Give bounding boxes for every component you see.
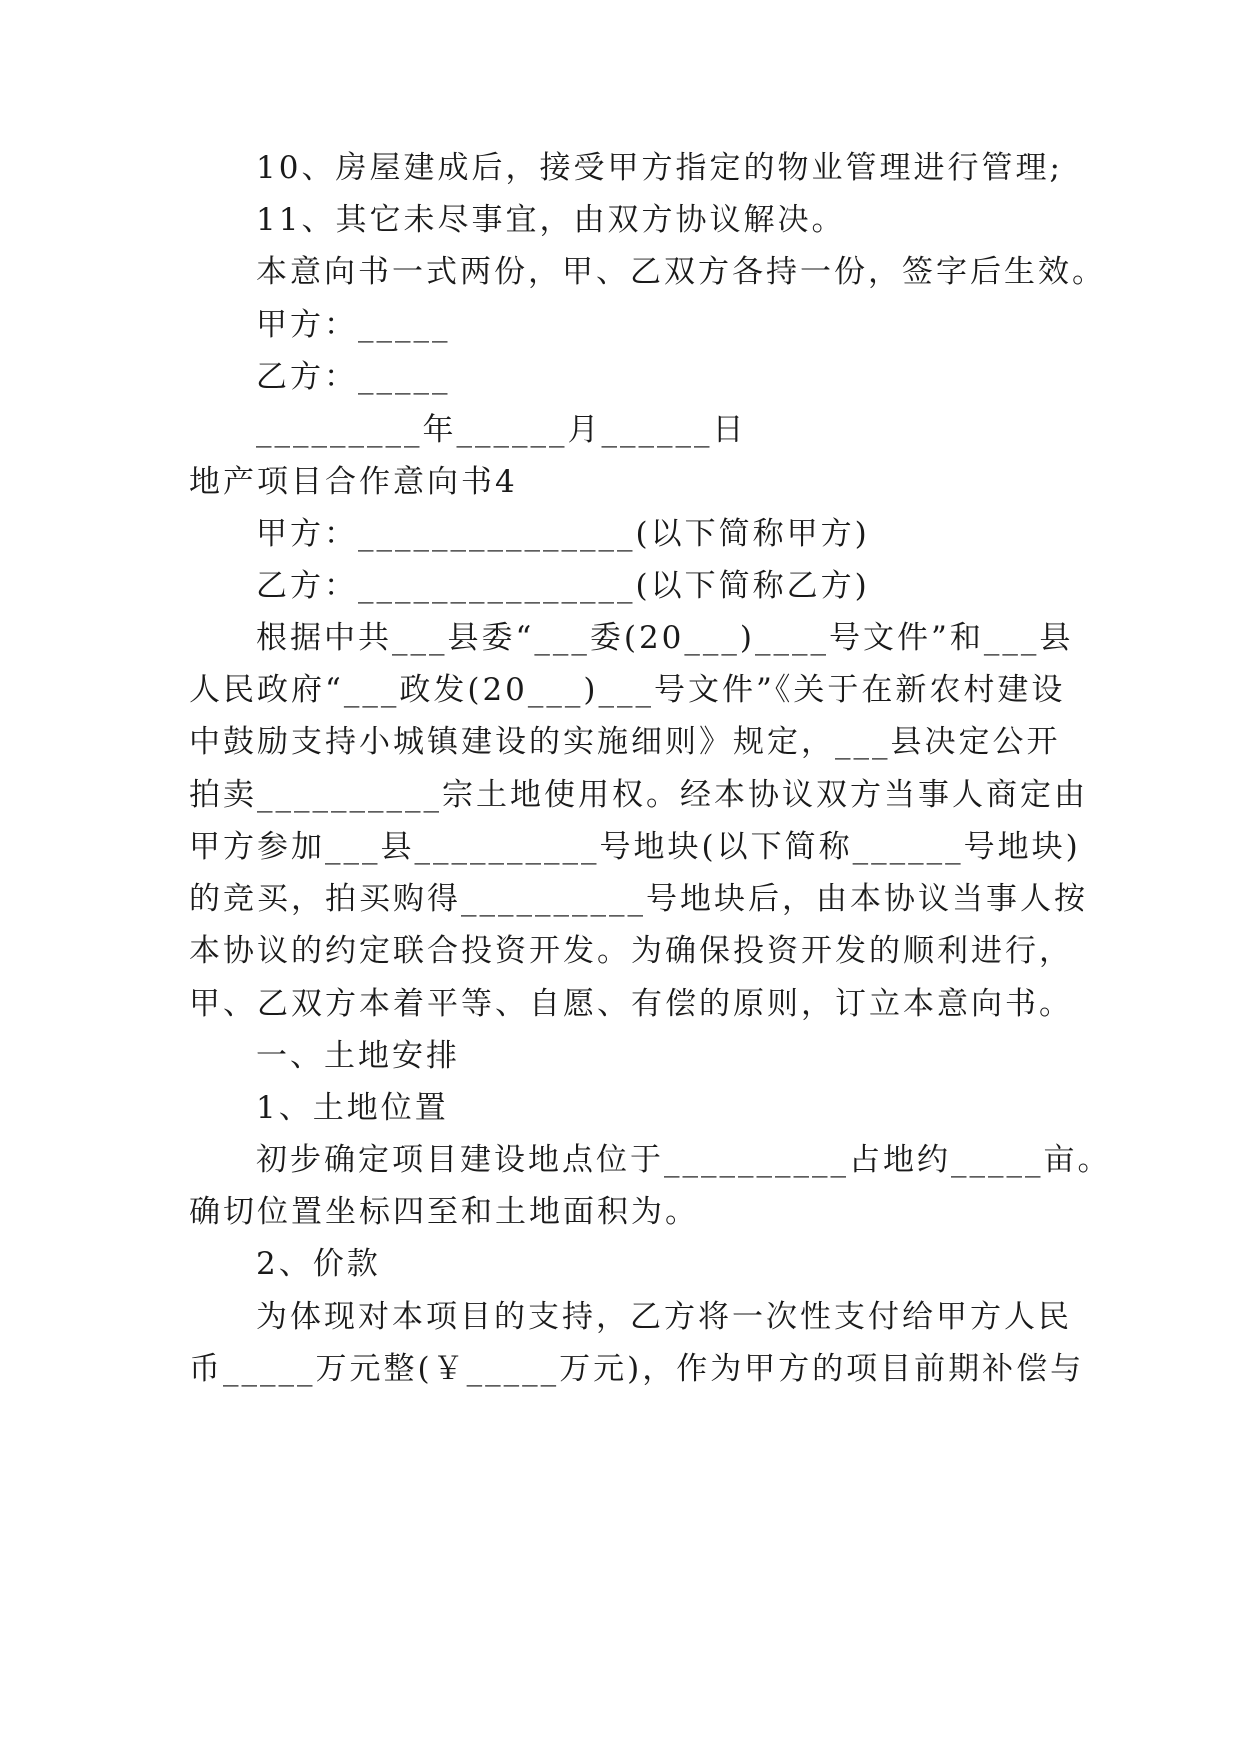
paragraph-line: 甲方参加___县__________号地块(以下简称______号地块) xyxy=(189,829,1081,865)
paragraph-line: 拍卖__________宗土地使用权。经本协议双方当事人商定由 xyxy=(189,777,1088,813)
party-b-signature: 乙方：_____ xyxy=(256,359,451,395)
paragraph-line: 初步确定项目建设地点位于__________占地约_____亩。 xyxy=(256,1142,1112,1178)
signing-date: _________年______月______日 xyxy=(256,412,747,448)
paragraph-line: 中鼓励支持小城镇建设的实施细则》规定，___县决定公开 xyxy=(189,724,1061,760)
paragraph-line: 根据中共___县委“___委(20___)____号文件”和___县 xyxy=(256,620,1074,656)
clause-10: 10、房屋建成后，接受甲方指定的物业管理进行管理; xyxy=(256,150,1063,186)
party-a-line: 甲方：_______________(以下简称甲方) xyxy=(256,516,870,552)
heading-land-arrangement: 一、土地安排 xyxy=(256,1038,460,1074)
paragraph-line: 人民政府“___政发(20___)___号文件”《关于在新农村建设 xyxy=(189,672,1066,708)
paragraph-line: 为体现对本项目的支持，乙方将一次性支付给甲方人民 xyxy=(256,1299,1072,1335)
heading-land-location: 1、土地位置 xyxy=(256,1090,449,1126)
clause-11: 11、其它未尽事宜，由双方协议解决。 xyxy=(256,202,846,238)
party-b-line: 乙方：_______________(以下简称乙方) xyxy=(256,568,870,604)
paragraph-line: 的竞买，拍买购得__________号地块后，由本协议当事人按 xyxy=(189,881,1088,917)
paragraph-line: 币_____万元整(￥_____万元)，作为甲方的项目前期补偿与 xyxy=(189,1351,1085,1387)
paragraph-line: 甲、乙双方本着平等、自愿、有偿的原则，订立本意向书。 xyxy=(189,986,1073,1022)
paragraph-line: 本协议的约定联合投资开发。为确保投资开发的顺利进行， xyxy=(189,933,1073,969)
paragraph-line: 确切位置坐标四至和土地面积为。 xyxy=(189,1194,699,1230)
copies-statement: 本意向书一式两份，甲、乙双方各持一份，签字后生效。 xyxy=(256,254,1106,290)
section-title: 地产项目合作意向书4 xyxy=(189,464,518,500)
heading-price: 2、价款 xyxy=(256,1246,381,1282)
party-a-signature: 甲方：_____ xyxy=(256,307,451,343)
